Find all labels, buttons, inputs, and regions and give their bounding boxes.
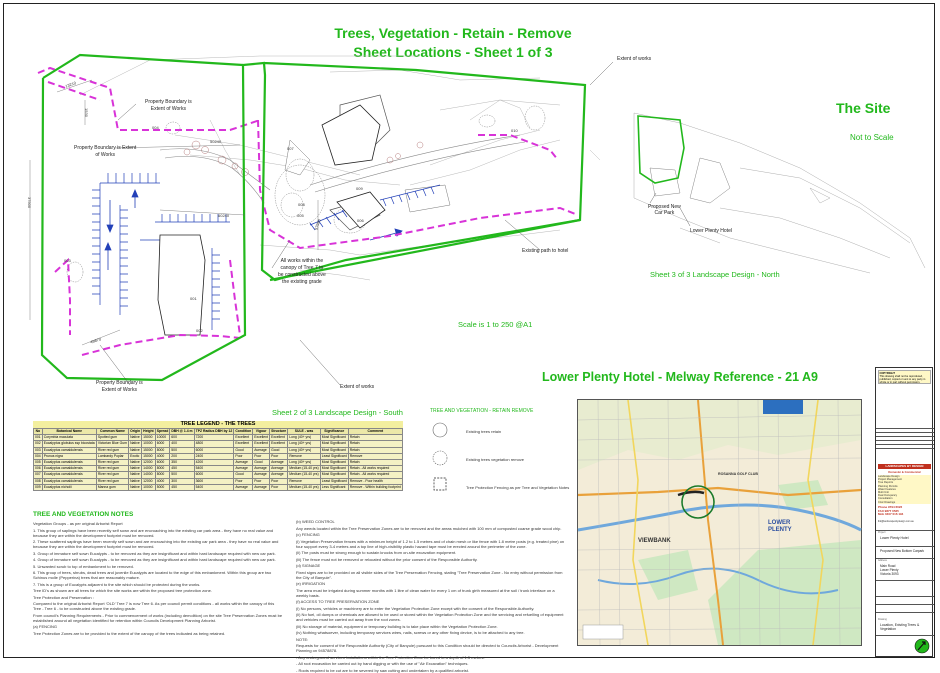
note-paragraph: Tree Protection Zones are to be provided to the extent of the canopy of the trees indicated as being retained.	[33, 630, 226, 636]
table-cell: Long (40+ yrs)	[288, 441, 321, 447]
table-cell: Retain	[348, 435, 402, 441]
note-paragraph: (e) IRRIGATION	[296, 581, 326, 586]
table-cell: River red gum	[96, 472, 128, 478]
title-block	[875, 367, 933, 657]
label-extent-top: Extent of works	[617, 56, 652, 62]
tree-legend-header-cell: Botanical Name	[42, 429, 96, 435]
property-boundary	[38, 68, 578, 355]
table-cell: Victorian Blue Gum	[97, 441, 127, 446]
note-paragraph: From council's Planning Requirements - Prior to commencement of works (including demolition) on the site Tree Preservation Zones must be established around all vegetation identified for retention within Councils Development Planning Arborist.	[33, 612, 283, 623]
table-cell: 4000	[155, 453, 170, 459]
table-cell: Eucalyptus camaldulensis	[42, 472, 96, 478]
table-cell: 200	[170, 453, 194, 459]
table-cell: 8000	[155, 472, 170, 478]
table-cell: Most Significant	[320, 447, 348, 453]
note-paragraph: Vegetation Groups - as per original Arborist Report	[33, 521, 123, 526]
note-paragraph: 2. These scattered saplings have been recently self sown and are encroaching into the existing car park area - they have no real value and because they are within the development footprint must be removed.	[33, 539, 279, 549]
table-cell: 300	[170, 478, 194, 484]
table-cell: Good	[253, 459, 270, 465]
table-cell: Remove	[288, 478, 321, 484]
project-subtitle: Proposed New Bottom Carpark	[880, 549, 925, 553]
dim-60240: 60240	[218, 213, 230, 218]
table-cell: Native	[130, 472, 140, 477]
the-site-scale: Not to Scale	[850, 133, 894, 142]
label-works-within-canopy: All works within the canopy of Tree 7 to be constructed above the existing grade	[278, 258, 326, 285]
table-cell: Native	[130, 435, 140, 440]
notes-column-2	[296, 519, 566, 673]
table-cell: Retain	[348, 459, 402, 465]
the-site-title: The Site	[836, 100, 891, 116]
table-cell: Remove	[348, 453, 402, 459]
table-cell: Excellent	[234, 441, 253, 447]
table-cell: Average	[270, 466, 288, 472]
table-cell: 007	[35, 472, 41, 477]
table-cell: Average	[253, 472, 270, 478]
tree-label-008: 008	[298, 202, 305, 207]
table-cell: 14000	[142, 472, 156, 478]
service-item: Multi Unit	[878, 491, 889, 495]
map-label-golf-club: ROSANNA GOLF CLUB	[718, 472, 758, 476]
table-cell: Poor	[270, 478, 288, 484]
project-name: Lower Plenty Hotel	[880, 536, 909, 540]
note-paragraph: (d) SIGNAGE	[296, 563, 321, 568]
service-item: Civic Drawings	[878, 500, 896, 504]
table-cell: 2400	[194, 453, 234, 459]
note-paragraph: 3. Group of immature self sown Eucalypts - to be removed as they are insignificant and within hard landscape required with new car park.	[33, 550, 276, 556]
table-cell: Most Significant	[320, 459, 348, 465]
table-cell: Poor	[253, 478, 270, 484]
table-cell: 12000	[142, 459, 156, 465]
table-cell: 5000	[155, 484, 170, 490]
note-paragraph: 5. Unwanted scrub to top of embankment to be removed.	[33, 563, 134, 569]
drawing-title: Location, Existing Trees & Vegetation	[880, 623, 920, 632]
note-paragraph: (ii) No fuel, oil dumps or chemicals are allowed to be used or stored within the Vegetation Protection Zone and the servicing and refuelling of equipment and vehicles must be carried out away from the root zones.	[296, 612, 564, 622]
table-cell: Eucalyptus nicholii	[42, 484, 96, 490]
sheet-title-line1: Trees, Vegetation - Retain - Remove	[334, 25, 572, 41]
table-cell: Average	[270, 472, 288, 478]
dim-50240: 50240	[210, 139, 222, 144]
site-location-inset	[620, 108, 930, 283]
dim-1530: 1530	[83, 108, 89, 117]
table-cell: 10000	[142, 484, 156, 490]
sheet-ref-south: Sheet 2 of 3 Landscape Design - South	[272, 408, 403, 417]
melway-map	[577, 399, 862, 646]
tree-legend-header-cell: Height	[143, 429, 154, 434]
table-cell: 006	[35, 466, 41, 471]
tree-legend-header-cell: Significance	[320, 429, 348, 435]
table-cell: Retain - All works required	[348, 472, 402, 478]
table-cell: Medium (15-40 yrs)	[289, 472, 319, 477]
tree-label-001: 001	[190, 296, 197, 301]
firm-subtitle: Domestic & Commercial	[888, 470, 921, 474]
table-cell: Native	[130, 460, 140, 465]
table-cell: River red gum	[96, 459, 128, 465]
table-cell: 002	[35, 441, 41, 446]
tree-legend-header-cell: Structure	[271, 429, 287, 434]
note-paragraph: (iv) Nothing whatsoever, including temporary services wires, nails, screws or any other fixing device, is to be attached to any tree.	[296, 630, 525, 635]
table-cell: 6000	[194, 447, 234, 453]
table-cell: 10000	[142, 441, 156, 447]
tree-label-007: 007	[287, 146, 294, 151]
note-paragraph: (a) FENCING	[33, 624, 57, 629]
address-label: Address	[878, 559, 887, 562]
table-cell: 400	[170, 441, 194, 447]
table-cell: Lombardy Poplar	[96, 453, 128, 459]
note-paragraph: (c) FENCING	[296, 532, 320, 537]
table-cell: Long (40+ yrs)	[288, 459, 321, 465]
tree-label-006: 006	[357, 218, 364, 223]
melway-map-graphic	[578, 400, 861, 645]
table-cell: 500	[170, 472, 194, 478]
table-cell: Eucalyptus camaldulensis	[42, 478, 96, 484]
tree-legend-header-cell: Comment	[348, 429, 402, 435]
table-cell: Retain - All works required	[348, 466, 402, 472]
table-cell: Average	[234, 459, 253, 465]
map-label-lower-plenty: LOWER PLENTY	[768, 520, 792, 533]
site-address: Main Road Lower Plenty Victoria 3093	[880, 564, 899, 576]
table-cell: Poor	[234, 453, 253, 459]
retain-remove-legend-title: TREE AND VEGETATION - RETAIN REMOVE	[430, 408, 534, 414]
table-cell: Exotic	[129, 453, 142, 459]
service-item: Landscape Design	[878, 475, 900, 478]
tree-legend-header-cell: Vigour	[253, 429, 270, 435]
dim-57990: 57990	[313, 218, 322, 231]
tree-legend-header-cell: TPZ Radius DBH by 12	[195, 429, 233, 434]
table-cell: 3600	[194, 478, 234, 484]
retain-remove-legend	[432, 418, 572, 508]
firm-services	[878, 475, 931, 504]
table-cell: 500	[170, 447, 194, 453]
table-cell: Excellent	[234, 435, 253, 441]
table-cell: Excellent	[270, 441, 288, 447]
table-cell: Excellent	[270, 435, 288, 441]
legend-item-remove: Existing trees vegetation remove	[466, 457, 525, 462]
service-item: Project Management	[878, 478, 902, 482]
note-paragraph: (i) No persons, vehicles or machinery are to enter the Vegetation Protection Zone except with the consent of the Responsible Authority.	[296, 605, 535, 611]
tree-label-009: 009	[356, 186, 363, 191]
table-cell: 5400	[194, 466, 234, 472]
tree-legend-header-cell: DBH @ 1.4 m	[171, 429, 193, 434]
table-cell: Long (40+ yrs)	[288, 447, 321, 453]
table-cell: Remove - Poor health	[348, 478, 402, 484]
table-cell: Medium (15-40 yrs)	[289, 484, 319, 489]
table-cell: 4200	[194, 459, 234, 465]
service-item: Consultation	[878, 497, 893, 501]
table-cell: 450	[170, 484, 194, 490]
table-cell: Poor	[253, 453, 270, 459]
label-extent-bottom: Extent of works	[340, 384, 375, 390]
sheet-ref-north: Sheet 3 of 3 Landscape Design - North	[650, 270, 780, 279]
service-item: Dual Occupancy	[878, 494, 898, 498]
tree-legend-header-cell: Common Name	[96, 429, 128, 435]
tree-label-003: 003	[64, 258, 71, 263]
table-cell: 8000	[155, 466, 170, 472]
table-cell: Average	[234, 484, 253, 490]
service-item: Water Features	[878, 487, 896, 491]
table-cell: River red gum	[96, 478, 128, 484]
table-cell: Remove	[288, 453, 321, 459]
existing-features	[80, 56, 600, 280]
label-boundary-2: Property Boundary is Extent of Works	[74, 145, 137, 158]
table-cell: 12000	[142, 478, 156, 484]
dim-49870: 49870	[89, 336, 102, 345]
sheet-title-line2: Sheet Locations - Sheet 1 of 3	[353, 44, 553, 60]
table-cell: Remove - Within building footprint	[349, 484, 401, 489]
note-paragraph: Tree ID's as shown are all trees for which the site works are within the proposed tree protection zone.	[33, 588, 212, 593]
note-paragraph: (ii) The posts must be strong enough to sustain knocks from on-site excavation equipment.	[296, 550, 457, 555]
table-cell: Eucalyptus camaldulensis	[42, 447, 96, 453]
melway-reference: Lower Plenty Hotel - Melway Reference - 21 A9	[542, 370, 819, 384]
note-paragraph: - Roots required to be cut are to be severed by saw cutting and undertaken by a qualified arborist.	[296, 667, 469, 673]
label-existing-path: Existing path to hotel	[522, 248, 569, 254]
table-cell: Native	[130, 441, 140, 446]
tree-legend-header-cell: Origin	[130, 429, 141, 434]
table-cell: Good	[234, 447, 253, 453]
note-paragraph: Any weeds located within the Tree Preservation Zones are to be removed and the areas mulched with 100 mm of composted coarse grade wood chip.	[296, 525, 562, 531]
table-cell: Native	[130, 484, 140, 489]
tree-legend-header-cell: No	[34, 429, 43, 435]
retain-symbol	[433, 423, 447, 437]
note-paragraph: Fixed signs are to be provided on all visible sides of the Tree Preservation Fencing, stating "Tree Preservation Zone - No entry without permission from the City of Banyule".	[296, 569, 563, 580]
table-cell: Less Significant	[320, 484, 348, 490]
table-cell: 004	[35, 453, 41, 458]
copyright-box: COPYRIGHT This drawing shall not be reproduced, published, copied or sent to any party in whole or in part without permission.	[878, 370, 931, 384]
table-cell: Average	[253, 466, 270, 472]
note-paragraph: - Any underground services installations within the Tree Protection Zone be bored to a depth of 1.5 metres.	[296, 654, 485, 660]
table-cell: 005	[35, 460, 41, 465]
tree-legend-header-cell: Condition	[235, 429, 252, 434]
service-item: Tree Reports	[878, 481, 894, 485]
label-boundary-3: Property Boundary is Extent of Works	[96, 380, 143, 393]
notes-column-1	[33, 521, 283, 651]
table-cell: Medium (15-40 yrs)	[289, 466, 319, 471]
table-cell: 6000	[194, 472, 234, 478]
table-cell: 14000	[142, 466, 156, 472]
project-label: Project	[878, 531, 886, 534]
legend-item-retain: Existing trees retain	[466, 429, 502, 434]
table-cell: 10000	[155, 435, 170, 441]
tree-label-004: 004	[152, 125, 159, 130]
note-paragraph: Requests for consent of the Responsible Authority (City of Banyule) pursuant to this Condition should be directed to Councils Arborist - Development Planning on 94578878.	[296, 643, 559, 653]
table-cell: Manna gum	[96, 484, 128, 490]
north-arrow-icon	[914, 638, 930, 654]
table-cell: 4800	[194, 441, 234, 447]
table-cell: Eucalyptus camaldulensis	[42, 466, 96, 472]
table-cell: 15000	[142, 447, 156, 453]
note-paragraph: Compared to the original Arborist Report 'OLD' Tree 7 is now Tree 6. As per council permit conditions - all works within the canopy of this Tree - Tree 6 - to be constructed above the existing grade.	[33, 601, 275, 611]
table-cell: 6000	[155, 459, 170, 465]
legend-item-fencing: Tree Protection Fencing as per Tree and Vegetation Notes	[466, 485, 570, 490]
table-cell: 350	[170, 459, 194, 465]
table-cell: River red gum	[96, 466, 128, 472]
label-lower-plenty-hotel: Lower Plenty Hotel	[690, 228, 732, 234]
tree-legend-table	[33, 428, 403, 491]
note-paragraph: (iii) The fence must not be removed or relocated without the prior consent of the Responsible Authority.	[296, 556, 478, 562]
table-cell: Native	[130, 447, 140, 452]
tree-legend-body	[34, 435, 403, 491]
table-cell: Retain	[348, 441, 402, 447]
table-cell: Least Significant	[321, 453, 347, 458]
note-paragraph: Tree Protection and Preservation :	[33, 594, 94, 600]
table-cell: Excellent	[254, 441, 268, 446]
label-boundary-1: Property Boundary is Extent of Works	[145, 99, 192, 112]
firm-contacts: Phone 9794 6022 FAX 9877 0525 Mob 0407 016 194	[878, 505, 904, 517]
table-cell: Average	[234, 466, 253, 472]
tree-legend-title: TREE LEGEND - THE TREES	[33, 421, 403, 428]
note-paragraph: NOTE:	[296, 636, 309, 642]
note-paragraph: The area must be irrigated during summer months with 1 litre of clean water for every 1 cm of trunk girth measured at the soil / trunk interface on a weekly basis.	[296, 587, 555, 598]
drawing-label: Drawing	[878, 618, 887, 621]
table-cell: 7200	[194, 435, 234, 441]
tree-legend-header-cell: SULE - was	[288, 429, 321, 435]
table-cell: 009	[35, 484, 41, 489]
map-label-viewbank: VIEWBANK	[638, 538, 671, 544]
table-cell: Long (40+ yrs)	[288, 435, 321, 441]
table-cell: 15000	[142, 453, 156, 459]
service-item: Planning Permits	[878, 484, 898, 488]
table-cell: Most Significant	[320, 435, 348, 441]
table-cell: Native	[130, 466, 140, 471]
note-paragraph: (b) WEED CONTROL	[296, 519, 335, 524]
note-paragraph: (f) ACCESS TO TREE PRESERVATION ZONE	[296, 599, 380, 604]
table-cell: Excellent	[254, 435, 268, 440]
tree-label-002: 002	[196, 328, 203, 333]
note-paragraph: 6. This group of trees, shrubs, dead trees and juvenile Eucalypts are located to the edge of this embankment. Within this group are two Schinus molle (Pepperina) trees that are reasonably mature.	[33, 570, 272, 580]
tree-label-010: 010	[511, 128, 518, 133]
table-cell: 008	[35, 478, 41, 483]
note-paragraph: (iii) No storage of material, equipment or temporary building is to take place within the Vegetation Protection Zone.	[296, 623, 498, 629]
dim-37500: 37500	[27, 196, 33, 209]
table-cell: Poor	[270, 453, 288, 459]
note-paragraph: 1. This group of saplings have been recently self sown and are encroaching into the existing car park area - they have no real value and because they are within the development footprint must be removed.	[33, 527, 274, 538]
table-cell: Poor	[234, 478, 253, 484]
notes-title: TREE AND VEGETATION NOTES	[33, 511, 134, 518]
table-cell: Most Significant	[320, 466, 348, 472]
table-cell: 6000	[155, 441, 170, 447]
table-cell: Prunus nigra	[42, 453, 96, 459]
dim-13210: 13210	[64, 80, 77, 89]
firm-email: lbd@landscapesbydesign.com.au	[878, 520, 914, 523]
table-cell: River red gum	[96, 447, 128, 453]
note-paragraph: 7. This is a group of Eucalypts adjacent to the site which should be protected during the works.	[33, 581, 201, 587]
table-cell: Least Significant	[321, 478, 347, 483]
table-cell: 450	[170, 466, 194, 472]
scale-note: Scale is 1 to 250 @A1	[458, 320, 533, 329]
table-cell: Retain	[348, 447, 402, 453]
table-cell: Spotted gum	[96, 435, 128, 441]
table-cell: Most Significant	[320, 472, 348, 478]
table-cell: Good	[270, 447, 288, 453]
table-cell: 15000	[142, 435, 156, 441]
table-cell: Average	[253, 447, 270, 453]
table-cell: Eucalyptus globulus ssp bicostata	[43, 441, 95, 446]
note-paragraph: - All root excavation be carried out by hand digging or with the use of "Air Excavation" techniques.	[296, 661, 469, 666]
table-cell: 5400	[194, 484, 234, 490]
tree-legend-header-cell: Spread	[156, 429, 169, 434]
table-cell: 600	[170, 435, 194, 441]
fencing-symbol	[434, 478, 446, 490]
label-proposed-car-park: Proposed New Car Park	[648, 204, 681, 216]
table-cell: 8000	[155, 447, 170, 453]
table-cell: 003	[35, 447, 41, 452]
table-cell: Poor	[270, 484, 288, 490]
table-cell: Average	[270, 459, 288, 465]
table-cell: Most Significant	[320, 441, 348, 447]
firm-name: LANDSCAPES BY DESIGN	[878, 464, 931, 469]
table-cell: Good	[234, 472, 253, 478]
table-row	[34, 484, 403, 490]
note-paragraph: 4. Group of immature self sown Eucalypts - to be removed as they are insignificant and within hard landscape required with new car park.	[33, 557, 276, 562]
remove-symbol	[433, 451, 447, 465]
note-paragraph: (i) Vegetation Preservation fences with a minimum height of 1.2 to 1.5 metres and of chain mesh or like fence with 1.8 metre posts (e.g. treated pine) on four support every 3-4 metres and a top line of high-visibility plastic hazard tape must be erected around the perimeter of the zone.	[296, 538, 565, 549]
table-cell: 001	[35, 435, 41, 440]
tree-label-005: 005	[297, 213, 304, 218]
table-cell: Native	[130, 478, 140, 483]
table-cell: 4000	[155, 478, 170, 484]
table-cell: Eucalyptus camaldulensis	[42, 459, 96, 465]
extent-of-works-outline	[42, 55, 585, 380]
table-cell: Corymbia maculata	[42, 435, 96, 441]
table-cell: Average	[253, 484, 270, 490]
